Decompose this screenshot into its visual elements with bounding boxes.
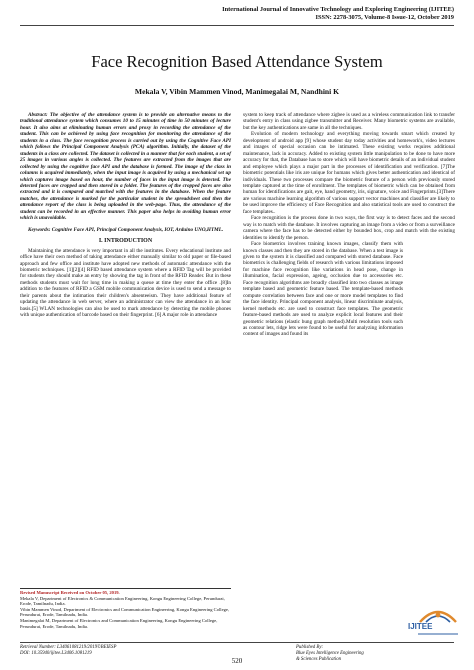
journal-logo-icon: [414, 600, 462, 638]
body-paragraph-4: Face biometrics involves training known images, classify them with known classes and then they are stored in the database. When a test image is given to the system it is classified and compared with stored database. Face biometrics is challenging fields of research with various limitations imposed for machine face recognition like variations in head pose, change in illumination, facial expression, ageing, occlusion due to accessories etc. Face recognition algorithms are broadly classified into two classes as image template based and geometric feature based. The template-based methods compute correlation between face and one or more model templates to find the face identity. Principal component analysis, linear discriminate analysis, kernel methods etc. are used to construct face templates. The geometric feature-based methods are used to analyze explicit local features and their geometric relations (elastic bung graph method).Multi resolution tools such as contour lets, ridge lets were found to be useful for analyzing information content of images and found its: [243, 241, 403, 338]
left-column: [20, 112, 231, 319]
publisher-info: [296, 645, 364, 663]
section-heading-introduction: I. INTRODUCTION: [98, 238, 153, 245]
logo-text: IJITEE: [408, 622, 433, 631]
body-paragraph-2: Evolution of modern technology and everything moving towards smart which created by development of android app [9] whose student day today activities and homework's, video lectures and images of special occasion can be intimated. These existing works requires additional maintenance, lack in accuracy. Added to existing system little manipulation to be done to have more accuracy for that, the Database has to store which will have biometric details of an individual student and employee which plays a major part in the processes of identification and verification. [7]The biometric potentials like iris are unique for humans which gives better authentication and identical of individuals. These two processes compare the biometric feature of a person with previously stored template captured at the time of enrollment. The templates of biometric which can be obtained from human for identifications are gait, eye, hand geometry, iris, signature, voice and Fingerprints.[3]There are various machine learning algorithm of various support vector machines and classifier are likely to be used improve the efficiency of Face Recognition and also statistical tools are used to construct the face templates..: [243, 131, 455, 215]
publisher-name-2: & Sciences Publication: [296, 657, 342, 662]
abstract: Abstract: The objective of the attendance system is to provide an alternative means to the traditional attendance system which consumes 10 to 15 minutes of time in 50 minutes of lecture hour. It also aims at eliminating human errors and proxy in recording the attendance of the student. This can be achieved by using face recognition for monitoring the attendance of the students in a class. The face recognition process is carried out by using the Cognitive Face API which follows the Principal Component Analysis (PCA) algorithm. Initially, the dataset of the students in a class are collected. The dataset is collected in a manner that for each student, a set of 25 images in various angles is collected. The features are extracted from the images that are collected by using the cognitive face API and the database is formed. The image of the class in columns is acquired immediately, when the input image is acquired by using a mechanical set up which captures image based on hour, the number of faces in the input image is detected. The detected faces are cropped and then stored in a folder. The features of the cropped faces are also extracted and it is compared and matched with the features in the database. When the feature matches, the attendance is marked for the particular student in the spreadsheet and then the attendance report of the class is being uploaded in the web-page. Thus, the attendance of the student can be recorded in an effective manner. This paper also helps in avoiding human error which is unavoidable.: [20, 112, 231, 222]
footnote-author-1: Mekala V, Department of Electronics & Communication Engineering, Kongu Engineering College, Perundurai, Erode, Tamilnadu, India.: [20, 595, 225, 607]
page-number: 520: [231, 657, 243, 665]
right-column: [243, 112, 455, 338]
retrieval-number: Retrieval Number: L34061081219/2019©BEIESP: [20, 645, 117, 650]
journal-name: International Journal of Innovative Technology and Exploring Engineering (IJITEE): [222, 6, 454, 13]
paper-title: Face Recognition Based Attendance System: [91, 52, 383, 71]
keywords: Keywords: Cognitive Face API, Principal Component Analysis, IOT, Arduino UNO,HTML.: [28, 226, 224, 233]
header-rule: [20, 25, 454, 26]
journal-header: [24, 6, 454, 22]
body-paragraph-3: Face recognition is the process done in two ways, the first way is to detect faces and the second way is to match with the database. It involves capturing an image from a video or from a surveillance camera where the face has to be detected either by bounded box, crop and match with the existing identities to identify the person.: [243, 215, 455, 241]
paper-authors: Mekala V, Vibin Mammen Vinod, Manimegalai M, Nandhini K: [134, 87, 340, 96]
footnote-author-2: Vibin Mammen Vinod, Department of Electronics and Communication Engineering, Kongu Engineering College, Perundurai, Erode, Tamilnadu, India.: [20, 606, 230, 618]
footer-rule: [20, 642, 454, 643]
footnotes: [20, 588, 231, 629]
published-by: Published By:: [296, 645, 324, 650]
publisher-name: Blue Eyes Intelligence Engineering: [296, 651, 364, 656]
revised-note: Revised Manuscript Received on October 05, 2019.: [20, 590, 120, 595]
body-paragraph-1: system to keep track of attendance where zigbee is used as a wireless communication link to transfer student's entry in class using zigbee transmitter and Receiver. Many biometric systems are available, but the key authentications are same in all the techniques.: [243, 112, 455, 131]
doi: DOI: 10.35940/ijitee.L3406.1081219: [20, 651, 92, 656]
journal-issn: ISSN: 2278-3075, Volume-8 Issue-12, October 2019: [315, 14, 454, 21]
footnote-author-3: Manimegalai M, Department of Electronics and Communication Engineering, Kongu Engineering College, Perundurai, Erode, Tamilnadu, India.: [20, 617, 218, 629]
introduction-paragraph: Maintaining the attendance is very important in all the institutes. Every educational institute and office have their own method of taking attendance either manually similar to old paper or file-based approach and few office and institute have adopted new methods of automatic attendance with the biometric techniques. [1][2][4] RFID based attendance system where a RFID Tag will be provided for students they should make an entry by showing the tag in front of the RFID Reader. But in these methods students must wait for long time in making a queue at time they enter the office .[8]In addition to the features of RFID a GSM mobile communication device is used to send a message to their parents about the intimation their children's absenteeism. They have additional feature of updating the attendance in web server, where an administrator can view the attendance in an hour basis.[5] WLAN technologies can also be used to mark attendance by detecting the mobile phones with unique authentication of barcode based on their fingerprint. [6] A major role in attendance: [20, 247, 231, 319]
retrieval-info: [20, 645, 116, 657]
